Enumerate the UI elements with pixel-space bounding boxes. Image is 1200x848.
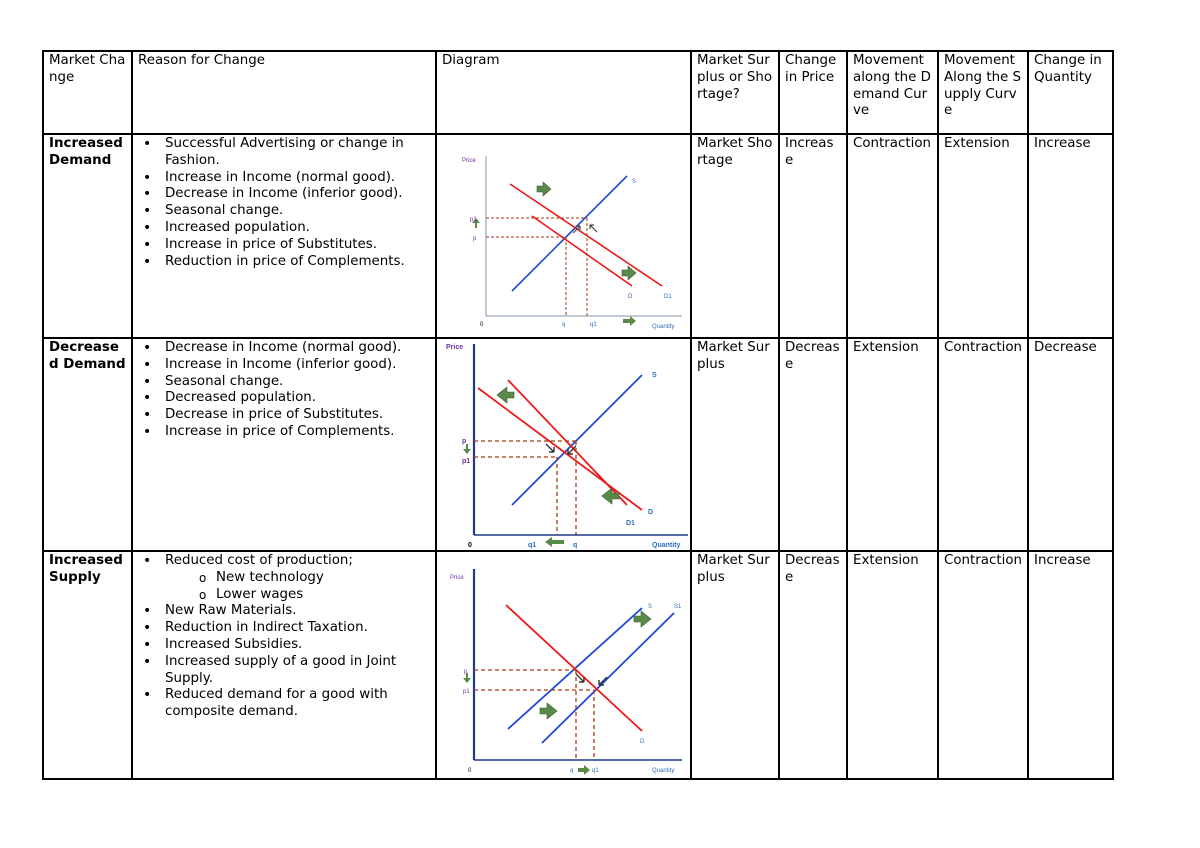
supply-movement-cell: Extension — [938, 134, 1028, 338]
p1-label: p1 — [470, 217, 477, 223]
quantity-axis-label: Quantity — [652, 768, 675, 774]
curve-d1-label: D1 — [626, 520, 635, 527]
diagram-cell — [436, 338, 691, 551]
p1-label: p1 — [462, 458, 471, 465]
q1-label: q1 — [592, 768, 599, 774]
demand-movement-cell: Extension — [847, 338, 938, 551]
supply-curve-s1 — [542, 613, 674, 743]
q1-label: q1 — [528, 542, 537, 549]
quantity-axis-label: Quantity — [652, 324, 675, 330]
reason-item: • Increased Subsidies. — [138, 637, 430, 654]
reason-item: • New Raw Materials. — [138, 603, 430, 620]
reasons-cell — [132, 338, 436, 551]
origin-label: 0 — [480, 322, 484, 328]
price-axis-label: Price — [446, 344, 464, 351]
surplus-shortage-cell: Market Surplus — [691, 551, 779, 779]
demand-movement-cell: Contraction — [847, 134, 938, 338]
reason-item: • Increase in Income (normal good). — [138, 170, 430, 187]
reason-item: • Decrease in price of Substitutes. — [138, 407, 430, 424]
table-row — [43, 338, 1113, 551]
reason-list — [138, 136, 430, 270]
market-change-cell: Decreased Demand — [43, 338, 132, 551]
curve-d-label: D — [648, 509, 654, 516]
decreased-demand-diagram — [442, 340, 691, 549]
quantity-decrease-arrow-icon — [545, 537, 564, 547]
reason-item: • Decrease in Income (inferior good). — [138, 186, 430, 203]
curve-s1-label: S1 — [674, 604, 682, 610]
q-label: q — [570, 768, 574, 774]
market-change-cell: Increased Supply — [43, 551, 132, 779]
reason-item: • Decreased population. — [138, 390, 430, 407]
curve-s-label: S — [652, 372, 657, 379]
reason-list — [138, 553, 430, 721]
reason-item: • Successful Advertising or change in Fashion. — [138, 136, 430, 170]
quantity-change-cell: Increase — [1028, 134, 1113, 338]
price-axis-label: Price — [450, 575, 464, 581]
supply-curve-s — [512, 375, 642, 505]
supply-movement-cell: Contraction — [938, 338, 1028, 551]
reason-item: • Seasonal change. — [138, 374, 430, 391]
quantity-increase-arrow-icon — [623, 316, 636, 326]
p-label: p — [473, 236, 477, 242]
header-demand-movement: Movement along the Demand Curve — [847, 51, 938, 134]
quantity-axis-label: Quantity — [652, 542, 681, 549]
market-change-cell: Increased Demand — [43, 134, 132, 338]
header-change-quantity: Change in Quantity — [1028, 51, 1113, 134]
increased-supply-diagram — [442, 553, 691, 777]
demand-curve-d — [478, 388, 642, 510]
header-surplus-shortage: Market Surplus or Shortage? — [691, 51, 779, 134]
price-decrease-arrow-icon — [463, 444, 471, 454]
surplus-shortage-cell: Market Surplus — [691, 338, 779, 551]
origin-label: 0 — [468, 542, 472, 549]
curve-d-label: D — [628, 294, 633, 300]
quantity-increase-arrow-icon — [578, 765, 590, 775]
shift-left-arrow-icon — [497, 387, 514, 403]
quantity-change-cell: Increase — [1028, 551, 1113, 779]
diagram-cell — [436, 134, 691, 338]
price-change-cell: Decrease — [779, 338, 847, 551]
movement-arrow-icon — [590, 225, 597, 232]
demand-curve-d — [532, 216, 632, 286]
table-row — [43, 551, 1113, 779]
sub-reason-item: o Lower wages — [165, 587, 430, 604]
price-change-cell: Increase — [779, 134, 847, 338]
reason-item: • Reduced demand for a good with composite demand. — [138, 687, 430, 721]
shift-right-arrow-icon — [537, 182, 551, 196]
demand-movement-cell: Extension — [847, 551, 938, 779]
p-label: p — [464, 669, 468, 675]
price-change-cell: Decrease — [779, 551, 847, 779]
curve-s-label: S — [648, 604, 653, 610]
origin-label: 0 — [468, 768, 472, 774]
q-label: q — [573, 542, 578, 549]
reason-item: • Decrease in Income (normal good). — [138, 340, 430, 357]
curve-s-label: S — [632, 179, 637, 185]
header-reason: Reason for Change — [132, 51, 436, 134]
reason-text: Reduced cost of production; — [165, 553, 353, 568]
sub-reason-list — [165, 570, 430, 604]
header-market-change: Market Change — [43, 51, 132, 134]
reasons-cell — [132, 551, 436, 779]
supply-curve-s — [512, 176, 627, 291]
shift-right-arrow-icon — [540, 703, 557, 719]
q-label: q — [562, 322, 566, 328]
reason-item: • Seasonal change. — [138, 203, 430, 220]
diagram-cell — [436, 551, 691, 779]
header-diagram: Diagram — [436, 51, 691, 134]
reason-item: • Increase in Income (inferior good). — [138, 357, 430, 374]
reasons-cell — [132, 134, 436, 338]
p1-label: p1 — [463, 689, 470, 695]
p-label: p — [462, 438, 467, 445]
reason-item: • Increased population. — [138, 220, 430, 237]
increased-demand-diagram — [442, 136, 691, 336]
reason-item: • Increased supply of a good in Joint Supply. — [138, 654, 430, 688]
sub-reason-item: o New technology — [165, 570, 430, 587]
reason-item — [138, 553, 430, 603]
header-row — [43, 51, 1113, 134]
quantity-change-cell: Decrease — [1028, 338, 1113, 551]
reason-item: • Increase in price of Complements. — [138, 424, 430, 441]
table-row — [43, 134, 1113, 338]
market-change-table — [42, 50, 1114, 780]
reason-item: • Reduction in price of Complements. — [138, 254, 430, 271]
reason-item: • Reduction in Indirect Taxation. — [138, 620, 430, 637]
reason-list — [138, 340, 430, 441]
surplus-shortage-cell: Market Shortage — [691, 134, 779, 338]
curve-d-label: D — [640, 739, 645, 745]
reason-item: • Increase in price of Substitutes. — [138, 237, 430, 254]
movement-arrow-icon — [546, 444, 554, 452]
header-change-price: Change in Price — [779, 51, 847, 134]
q1-label: q1 — [590, 322, 597, 328]
curve-d1-label: D1 — [664, 294, 672, 300]
supply-movement-cell: Contraction — [938, 551, 1028, 779]
header-supply-movement: Movement Along the Supply Curve — [938, 51, 1028, 134]
price-axis-label: Price — [462, 158, 476, 164]
